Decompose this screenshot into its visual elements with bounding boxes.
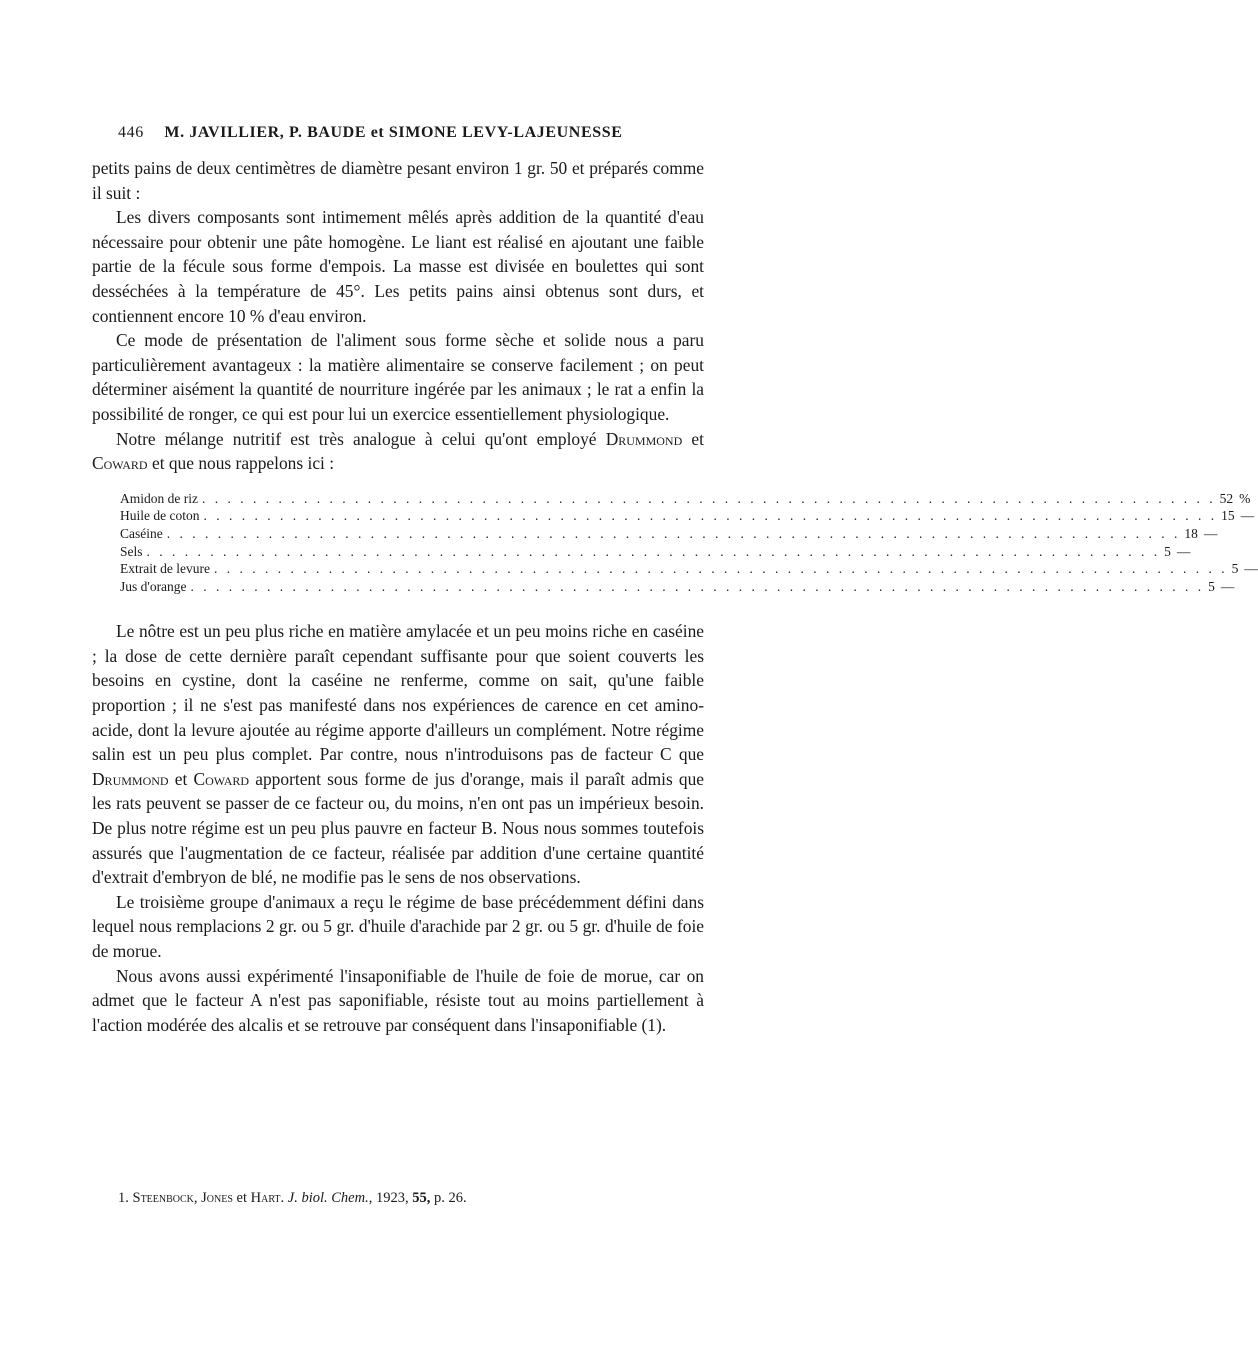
- ingredient-unit: —: [1240, 508, 1255, 524]
- paragraph-2: Les divers composants sont intimement mêlés après addition de la quantité d'eau nécessaire pour obtenir une pâte homogène. Le liant est réalisé en ajoutant une faible partie de la fécule sous forme d'empois. La masse est divisée en boulettes qui sont desséchées à la température de 45°. Les petits pains ainsi obtenus sont durs, et contiennent encore 10 % d'eau environ.: [92, 207, 704, 326]
- author-drummond: Drummond: [605, 428, 683, 449]
- ingredient-value: 18: [1184, 525, 1198, 541]
- footnote-author-1: Steenbock,: [132, 1190, 198, 1206]
- composition-row: [120, 507, 1255, 525]
- p4-text-b: et: [691, 428, 704, 449]
- page-number: 446: [118, 124, 144, 141]
- body-text: [92, 156, 1258, 1037]
- composition-row: [120, 543, 1191, 561]
- ingredient-name: Extrait de levure: [120, 561, 210, 577]
- author-coward: Coward: [92, 453, 148, 474]
- ingredient-name: Huile de coton: [120, 508, 200, 524]
- ingredient-unit: —: [1244, 561, 1258, 577]
- ingredient-value: 5: [1208, 578, 1215, 594]
- footnote: [118, 1190, 678, 1207]
- paragraph-3: Ce mode de présentation de l'aliment sous forme sèche et solide nous a paru particulièrement avantageux : la matière alimentaire se conserve facilement ; on peut déterminer aisément la quantité de nourriture ingérée par les animaux ; le rat a enfin la possibilité de ronger, ce qui est pour lui un exercice essentiellement physiologique.: [92, 330, 704, 424]
- ingredient-name: Sels: [120, 543, 143, 559]
- footnote-journal: J. biol. Chem.,: [287, 1190, 373, 1206]
- running-header: [118, 124, 698, 142]
- paragraph-6: Le troisième groupe d'animaux a reçu le régime de base précédemment défini dans lequel nous remplacions 2 gr. ou 5 gr. d'huile d'arachide par 2 gr. ou 5 gr. d'huile de foie de morue.: [92, 891, 704, 961]
- footnote-marker: 1.: [118, 1190, 129, 1206]
- ingredient-name: Jus d'orange: [120, 578, 187, 594]
- dot-leader: . . . . . . . . . . . . . . . . . . . . . . . . . . . . . . . . . . . . . . . . . . . . . . . . . . . . . . . . . . . . . . . . . . . . . . . . . . . . . . . .: [203, 508, 1218, 524]
- ingredient-value: 15: [1221, 508, 1235, 524]
- author-drummond-2: Drummond: [92, 768, 169, 789]
- p4-text-a: Notre mélange nutritif est très analogue à celui qu'ont employé: [116, 428, 597, 449]
- paragraph-5: [92, 619, 704, 890]
- composition-row: [120, 490, 1251, 508]
- ingredient-name: Amidon de riz: [120, 490, 198, 506]
- author-coward-2: Coward: [193, 768, 250, 789]
- dot-leader: . . . . . . . . . . . . . . . . . . . . . . . . . . . . . . . . . . . . . . . . . . . . . . . . . . . . . . . . . . . . . . . . . . . . . . . . . . . . . . . .: [166, 525, 1181, 541]
- ingredient-unit: —: [1203, 525, 1218, 541]
- footnote-pages: p. 26.: [433, 1190, 467, 1206]
- ingredient-name: Caséine: [120, 525, 163, 541]
- footnote-author-2: Jones: [201, 1190, 233, 1206]
- dot-leader: . . . . . . . . . . . . . . . . . . . . . . . . . . . . . . . . . . . . . . . . . . . . . . . . . . . . . . . . . . . . . . . . . . . . . . . . . . . . . . . .: [201, 490, 1216, 506]
- footnote-volume: 55,: [412, 1190, 431, 1206]
- p5-text-a: Le nôtre est un peu plus riche en matière amylacée et un peu moins riche en caséine ; la dose de cette dernière paraît cependant suffisante pour que soient couverts les besoins en cystine, dont la caséine ne renferme, comme on sait, qu'une faible proportion ; il ne s'est pas manifesté dans nos expériences de carence en cet amino-acide, dont la levure ajoutée au régime apporte d'ailleurs un complément. Notre régime salin est un peu plus complet. Par contre, nous n'introduisons pas de facteur C que: [92, 621, 704, 765]
- paragraph-1: petits pains de deux centimètres de diamètre pesant environ 1 gr. 50 et préparés comme il suit :: [92, 158, 704, 203]
- paragraph-4: [92, 427, 704, 476]
- composition-table: [120, 490, 1258, 596]
- ingredient-unit: —: [1176, 543, 1191, 559]
- p5-text-c: apportent sous forme de jus d'orange, mais il paraît admis que les rats peuvent se passer de ce facteur ou, du moins, n'en ont pas un impérieux besoin. De plus notre régime est un peu plus pauvre en facteur B. Nous nous sommes toutefois assurés que l'augmentation de ce facteur, réalisée par addition d'une certaine quantité d'extrait d'embryon de blé, ne modifie pas le sens de nos observations.: [92, 768, 704, 888]
- p4-text-c: et que nous rappelons ici :: [151, 453, 335, 474]
- dot-leader: . . . . . . . . . . . . . . . . . . . . . . . . . . . . . . . . . . . . . . . . . . . . . . . . . . . . . . . . . . . . . . . . . . . . . . . . . . . . . . . .: [146, 543, 1161, 559]
- paragraph-7: Nous avons aussi expérimenté l'insaponifiable de l'huile de foie de morue, car on admet que le facteur A n'est pas saponifiable, résiste tout au moins partiellement à l'action modérée des alcalis et se retrouve par conséquent dans l'insaponifiable (1).: [92, 965, 704, 1035]
- dot-leader: . . . . . . . . . . . . . . . . . . . . . . . . . . . . . . . . . . . . . . . . . . . . . . . . . . . . . . . . . . . . . . . . . . . . . . . . . . . . . . . .: [213, 561, 1228, 577]
- footnote-author-3: Hart.: [250, 1190, 285, 1206]
- p5-text-b: et: [174, 768, 188, 789]
- ingredient-unit: %: [1239, 490, 1251, 506]
- composition-row: [120, 578, 1235, 596]
- ingredient-unit: —: [1220, 578, 1235, 594]
- composition-row: [120, 525, 1218, 543]
- footnote-and: et: [236, 1190, 248, 1206]
- composition-row: [120, 560, 1258, 578]
- ingredient-value: 5: [1164, 543, 1171, 559]
- dot-leader: . . . . . . . . . . . . . . . . . . . . . . . . . . . . . . . . . . . . . . . . . . . . . . . . . . . . . . . . . . . . . . . . . . . . . . . . . . . . . . . .: [190, 578, 1205, 594]
- footnote-year: 1923,: [375, 1190, 409, 1206]
- running-authors: M. JAVILLIER, P. BAUDE et SIMONE LEVY-LAJEUNESSE: [164, 124, 623, 141]
- ingredient-value: 5: [1231, 561, 1239, 577]
- ingredient-value: 52: [1219, 490, 1234, 506]
